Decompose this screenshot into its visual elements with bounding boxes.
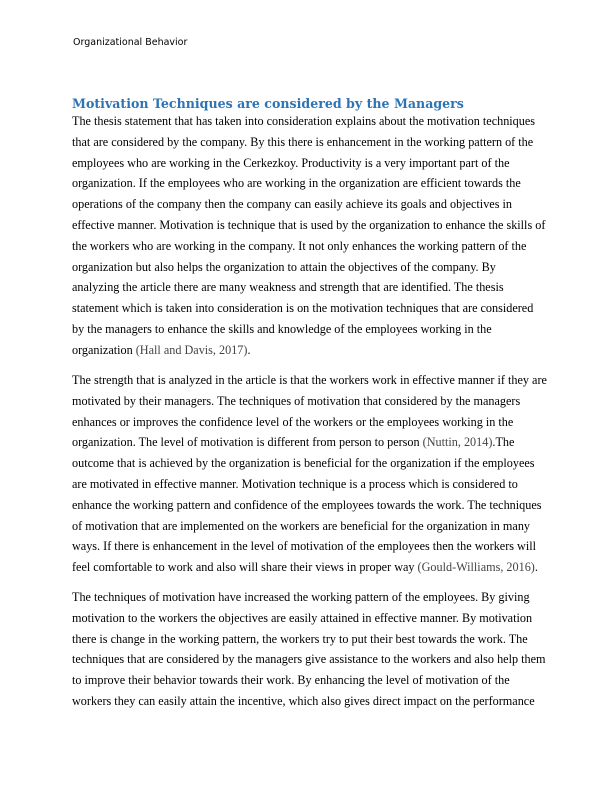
citation: (Hall and Davis, 2017) xyxy=(135,342,248,357)
paragraph-line xyxy=(72,557,544,578)
running-header: Organizational Behavior xyxy=(73,37,188,48)
paragraph-line: the workers who are working in the company. It not only enhances the working pattern of the xyxy=(72,238,527,253)
paragraph-2 xyxy=(72,370,547,578)
paragraph-line: to improve their behavior towards their work. By enhancing the level of motivation of the xyxy=(72,673,510,688)
paragraph-line: enhances or improves the confidence level of the workers or the employees working in the xyxy=(72,414,514,429)
line-text: organization xyxy=(72,342,136,357)
paragraph-line: employees who are working in the Cerkezkoy. Productivity is a very important part of the xyxy=(72,155,510,170)
paragraph-line: of motivation that are implemented on the workers are beneficial for the organization in many xyxy=(72,518,531,533)
section-heading: Motivation Techniques are considered by the Managers xyxy=(72,96,464,111)
paragraph-line: The strength that is analyzed in the article is that the workers work in effective manner if they are xyxy=(72,373,547,387)
paragraph-line xyxy=(72,432,544,453)
paragraph-line: ways. If there is enhancement in the level of motivation of the employees then the workers will xyxy=(72,539,536,554)
paragraph-line: motivated by their managers. The techniques of motivation that considered by the managers xyxy=(72,393,521,408)
paragraph-line: organization. If the employees who are working in the organization are efficient towards the xyxy=(72,176,521,191)
paragraph-line: outcome that is achieved by the organization is beneficial for the organization if the employees xyxy=(72,456,535,471)
paragraph-line: techniques that are considered by the managers give assistance to the workers and also help them xyxy=(72,652,546,667)
paragraph-1 xyxy=(72,111,544,361)
line-text: feel comfortable to work and also will share their views in proper way xyxy=(72,560,418,575)
paragraph-line: statement which is taken into consideration is on the motivation techniques that are considered xyxy=(72,301,534,316)
paragraph-line: that are considered by the company. By this there is enhancement in the working pattern of the xyxy=(72,134,534,149)
line-text: organization. The level of motivation is different from person to person xyxy=(72,435,423,450)
paragraph-line: analyzing the article there are many weakness and strength that are identified. The thesis xyxy=(72,280,504,295)
paragraph-line xyxy=(72,340,544,361)
line-text: .The xyxy=(492,435,515,450)
paragraph-line: are motivated in effective manner. Motivation technique is a process which is considered to xyxy=(72,476,518,491)
line-text: . xyxy=(247,342,251,357)
paragraph-3 xyxy=(72,587,544,712)
paragraph-line: motivation to the workers the objectives are easily attained in effective manner. By motivation xyxy=(72,610,533,625)
line-text: . xyxy=(534,560,538,575)
paragraph-line: enhance the working pattern and confidence of the employees towards the work. The techniques xyxy=(72,497,542,512)
citation: (Nuttin, 2014) xyxy=(422,435,493,450)
paragraph-line: there is change in the working pattern, the workers try to put their best towards the work. The xyxy=(72,631,528,646)
paragraph-line: operations of the company then the company can easily achieve its goals and objectives in xyxy=(72,197,512,212)
paragraph-line: The thesis statement that has taken into consideration explains about the motivation techniques xyxy=(72,114,536,128)
paragraph-line: organization but also helps the organization to attain the objectives of the company. By xyxy=(72,259,496,274)
paragraph-line: The techniques of motivation have increased the working pattern of the employees. By giving xyxy=(72,590,530,604)
paragraph-line: by the managers to enhance the skills and knowledge of the employees working in the xyxy=(72,321,492,336)
paragraph-line: effective manner. Motivation is technique that is used by the organization to enhance the skills of xyxy=(72,217,546,232)
citation: (Gould-Williams, 2016) xyxy=(417,560,535,575)
paragraph-line: workers they can easily attain the incentive, which also gives direct impact on the performance xyxy=(72,693,535,708)
